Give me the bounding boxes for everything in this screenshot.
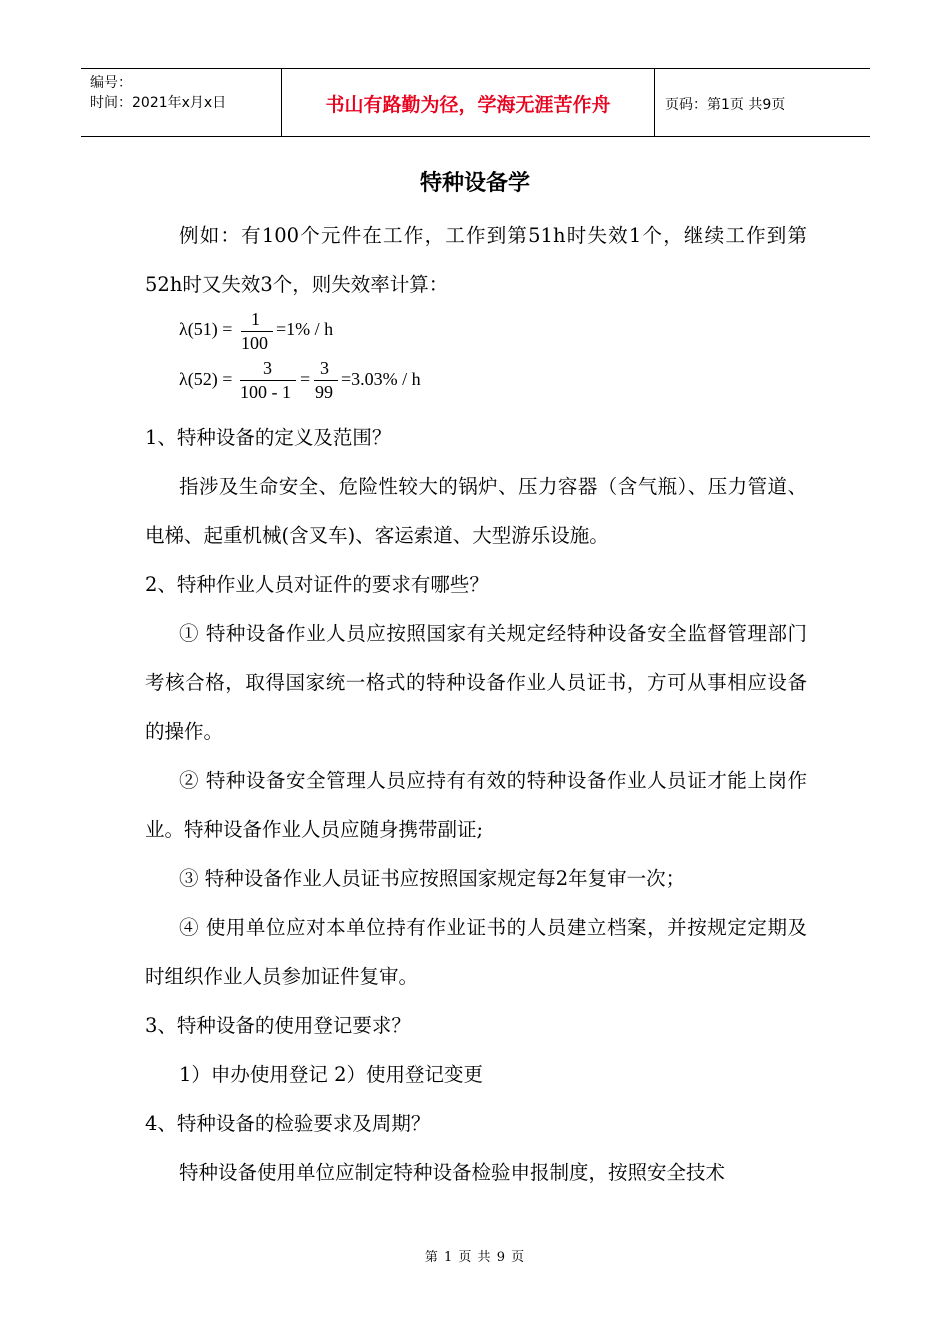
example-paragraph: 例如：有100个元件在工作，工作到第51h时失效1个，继续工作到第52h时又失效3个，则失效率计算： bbox=[145, 224, 807, 296]
answer-1: 指涉及生命安全、危险性较大的锅炉、压力容器（含气瓶）、压力管道、电梯、起重机械(含叉车)、客运索道、大型游乐设施。 bbox=[145, 475, 807, 547]
formula-2-denominator-2: 99 bbox=[315, 382, 333, 402]
formula-2-rhs: =3.03% / h bbox=[341, 369, 421, 389]
question-3: 3、特种设备的使用登记要求？ bbox=[145, 1014, 411, 1037]
formula-2-fraction-bar-2 bbox=[314, 380, 338, 381]
question-1: 1、特种设备的定义及范围？ bbox=[145, 426, 392, 449]
answer-2-item-1: ① 特种设备作业人员应按照国家有关规定经特种设备安全监督管理部门考核合格，取得国家统一格式的特种设备作业人员证书，方可从事相应设备的操作。 bbox=[145, 622, 807, 743]
answer-2-item-4: ④ 使用单位应对本单位持有作业证书的人员建立档案，并按规定定期及时组织作业人员参加证件复审。 bbox=[145, 916, 807, 988]
formula-2-equals: = bbox=[300, 369, 311, 389]
question-2: 2、特种作业人员对证件的要求有哪些？ bbox=[145, 573, 489, 596]
document-title: 特种设备学 bbox=[419, 171, 530, 196]
page-footer: 第 1 页 共 9 页 bbox=[424, 1250, 526, 1265]
formula-1-rhs: =1% / h bbox=[276, 319, 334, 339]
answer-3: 1）申办使用登记 2）使用登记变更 bbox=[179, 1063, 484, 1086]
formula-block bbox=[145, 309, 807, 413]
formula-1-denominator: 100 bbox=[241, 333, 268, 353]
formula-2-numerator-2: 3 bbox=[320, 358, 329, 378]
formula-2-denominator-1: 100 - 1 bbox=[240, 382, 291, 402]
header-motto: 书山有路勤为径，学海无涯苦作舟 bbox=[282, 69, 655, 136]
question-4: 4、特种设备的检验要求及周期？ bbox=[145, 1112, 431, 1135]
answer-4: 特种设备使用单位应制定特种设备检验申报制度，按照安全技术 bbox=[179, 1161, 726, 1184]
answer-2-item-2: ② 特种设备安全管理人员应持有有效的特种设备作业人员证才能上岗作业。特种设备作业人员应随身携带副证; bbox=[145, 769, 807, 841]
header-page-label: 页码：第1页 共9页 bbox=[665, 96, 786, 113]
formula-1-numerator: 1 bbox=[251, 309, 260, 329]
formula-1-lhs: λ(51) = bbox=[179, 319, 233, 339]
formula-2-lhs: λ(52) = bbox=[179, 369, 233, 389]
answer-2-item-3: ③ 特种设备作业人员证书应按照国家规定每2年复审一次； bbox=[179, 867, 686, 890]
header-meta bbox=[81, 69, 282, 136]
header-time-label: 时间：2021年x月x日 bbox=[90, 95, 227, 111]
formula-1-fraction-bar bbox=[241, 331, 273, 332]
document-body bbox=[145, 211, 807, 1197]
formula-2-fraction-bar-1 bbox=[240, 380, 296, 381]
formula-2-numerator-1: 3 bbox=[263, 358, 272, 378]
header-number-label: 编号： bbox=[90, 75, 132, 91]
page-header bbox=[81, 68, 870, 137]
